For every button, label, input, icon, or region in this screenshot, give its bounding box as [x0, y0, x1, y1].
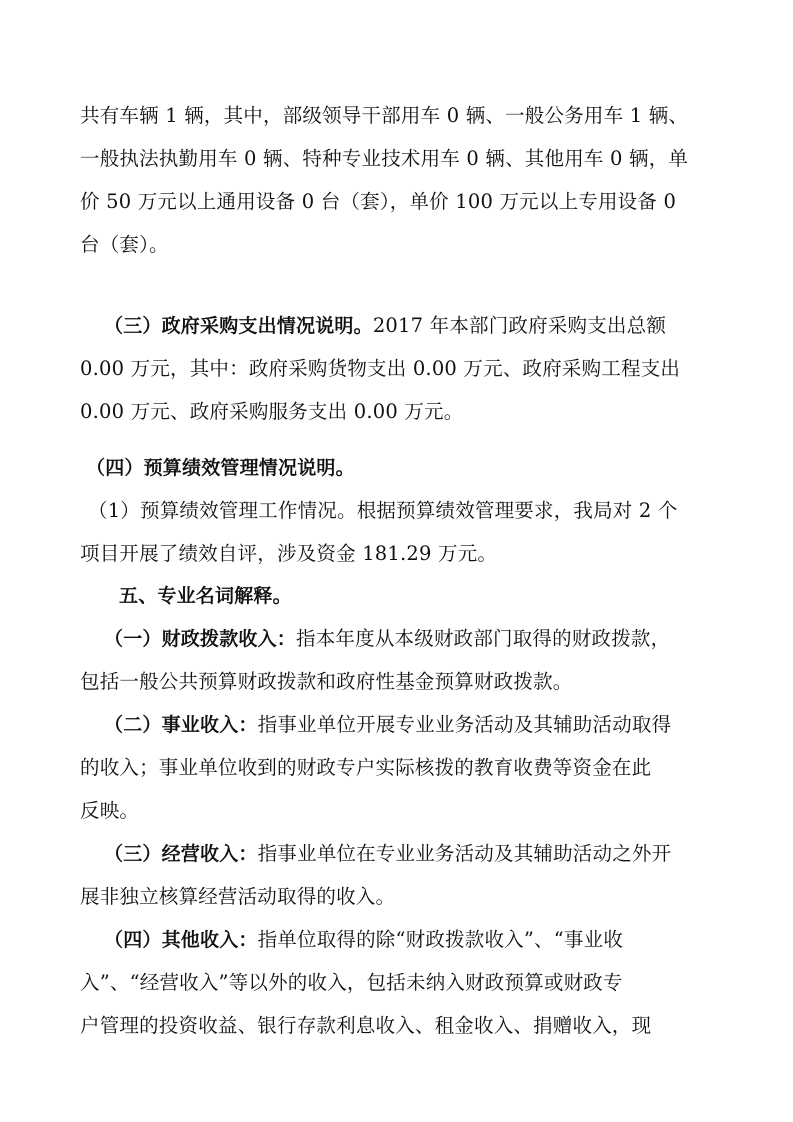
procurement-heading: （三）政府采购支出情况说明。: [104, 315, 373, 337]
procurement-line-1-text: 2017 年本部门政府采购支出总额: [372, 314, 667, 337]
glossary-item-4-term: （四）其他收入：: [104, 929, 258, 951]
glossary-item-1-line-1: [104, 627, 670, 651]
glossary-item-1-definition: 指本年度从本级财政部门取得的财政拨款，: [296, 627, 671, 650]
glossary-item-2-term: （二）事业收入：: [104, 714, 258, 736]
performance-line-2: 项目开展了绩效自评，涉及资金 181.29 万元。: [80, 542, 498, 565]
performance-line-1: （1）预算绩效管理工作情况。根据预算绩效管理要求，我局对 2 个: [88, 499, 678, 522]
glossary-item-4-line-2: 入”、“经营收入”等以外的收入，包括未纳入财政预算或财政专: [80, 971, 623, 994]
glossary-item-3-definition: 指事业单位在专业业务活动及其辅助活动之外开: [257, 842, 672, 865]
procurement-line-3: 0.00 万元、政府采购服务支出 0.00 万元。: [80, 400, 464, 423]
glossary-item-2-definition: 指事业单位开展专业业务活动及其辅助活动取得: [257, 713, 672, 736]
glossary-item-1-term: （一）财政拨款收入：: [104, 628, 297, 650]
procurement-line-2: 0.00 万元，其中：政府采购货物支出 0.00 万元、政府采购工程支出: [80, 357, 681, 380]
glossary-item-3-line-2: 展非独立核算经营活动取得的收入。: [80, 885, 396, 908]
vehicles-line-3: 价 50 万元以上通用设备 0 台（套），单价 100 万元以上专用设备 0: [80, 190, 677, 213]
glossary-item-4-line-1: [104, 928, 623, 952]
procurement-line-1: [104, 314, 666, 338]
glossary-item-2-line-3: 反映。: [80, 799, 140, 822]
glossary-item-2-line-1: [104, 713, 671, 737]
glossary-item-4-definition: 指单位取得的除“财政拨款收入”、“事业收: [257, 928, 624, 951]
glossary-heading: 五、专业名词解释。: [119, 585, 292, 607]
glossary-item-1-line-2: 包括一般公共预算财政拨款和政府性基金预算财政拨款。: [80, 670, 573, 693]
glossary-item-4-line-3: 户管理的投资收益、银行存款利息收入、租金收入、捐赠收入，现: [80, 1014, 652, 1037]
glossary-item-3-term: （三）经营收入：: [104, 843, 258, 865]
performance-heading: （四）预算绩效管理情况说明。: [86, 457, 355, 479]
glossary-item-3-line-1: [104, 842, 671, 866]
vehicles-line-4: 台（套）。: [80, 233, 169, 256]
glossary-item-2-line-2: 的收入；事业单位收到的财政专户实际核拨的教育收费等资金在此: [80, 756, 652, 779]
vehicles-line-2: 一般执法执勤用车 0 辆、特种专业技术用车 0 辆、其他用车 0 辆，单: [80, 147, 689, 170]
vehicles-line-1: 共有车辆 1 辆，其中，部级领导干部用车 0 辆、一般公务用车 1 辆、: [80, 104, 689, 127]
